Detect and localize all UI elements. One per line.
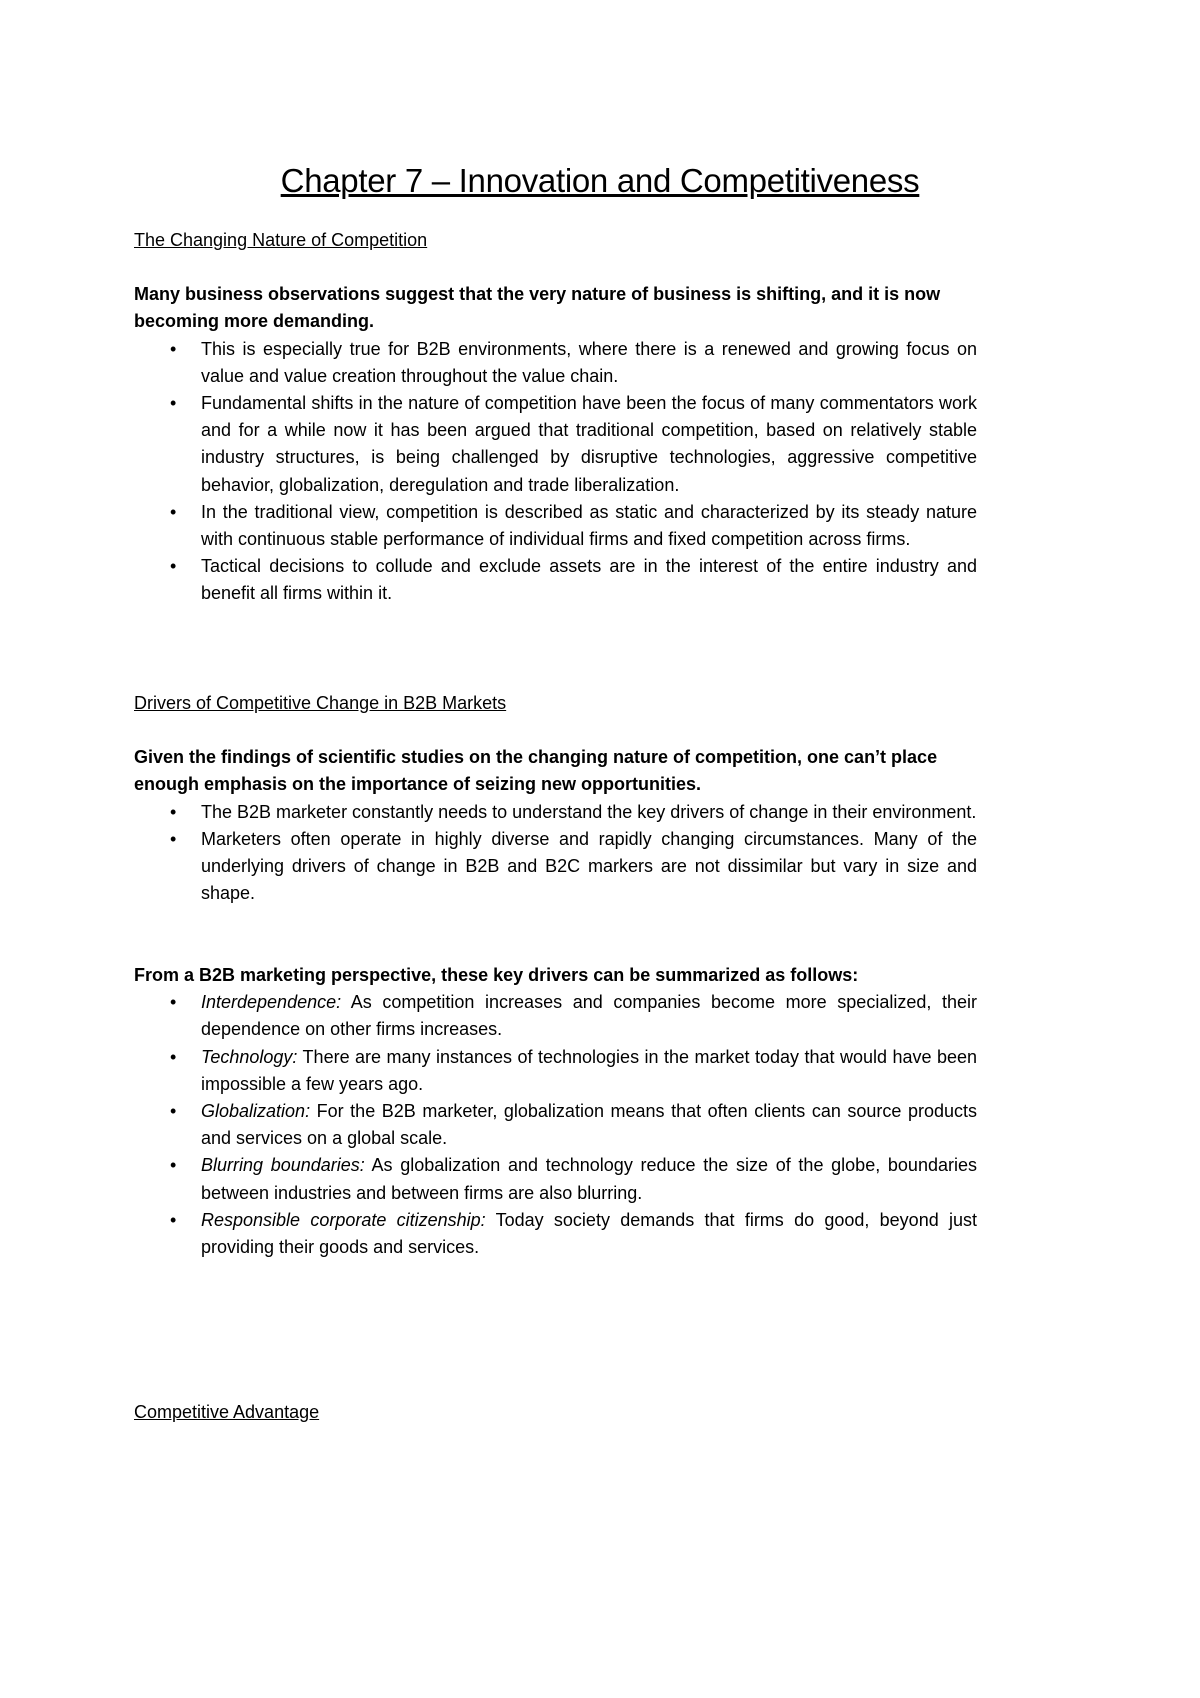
- list-item-text: Fundamental shifts in the nature of competition have been the focus of many commentators work and for a while now it has been argued that traditional competition, based on relatively stable industry structures, is being challenged by disruptive technologies, aggressive competitive behavior, globalization, deregulation and trade liberalization.: [201, 393, 977, 495]
- lead-paragraph: From a B2B marketing perspective, these key drivers can be summarized as follows:: [134, 965, 859, 985]
- list-item: [134, 553, 977, 607]
- driver-text: As globalization and technology reduce the size of the globe, boundaries between industries and between firms are also blurring.: [201, 1155, 977, 1203]
- bullet-icon: •: [170, 501, 177, 522]
- bullet-icon: •: [170, 338, 177, 359]
- list-item: [134, 1207, 977, 1261]
- bullet-icon: •: [170, 801, 177, 822]
- list-item: [134, 826, 977, 908]
- section-drivers: [134, 690, 977, 907]
- driver-term: Technology:: [201, 1046, 298, 1067]
- bullet-icon: •: [170, 1209, 177, 1230]
- section-heading: Drivers of Competitive Change in B2B Markets: [134, 693, 507, 713]
- driver-term: Globalization:: [201, 1101, 311, 1122]
- driver-text: There are many instances of technologies in the market today that would have been impossible a few years ago.: [201, 1046, 977, 1094]
- bullet-icon: •: [170, 992, 177, 1013]
- list-item: [134, 1098, 977, 1152]
- bullet-list: [134, 336, 977, 608]
- page-title: Chapter 7 – Innovation and Competitiveness: [280, 162, 920, 200]
- bullet-icon: •: [170, 556, 177, 577]
- bullet-icon: •: [170, 1046, 177, 1067]
- driver-list: [134, 989, 977, 1261]
- driver-term: Blurring boundaries:: [201, 1155, 365, 1176]
- list-item: [134, 989, 977, 1043]
- lead-paragraph: Given the findings of scientific studies on the changing nature of competition, one can’t place enough emphasis on the importance of seizing new opportunities.: [134, 747, 938, 795]
- list-item-text: This is especially true for B2B environments, where there is a renewed and growing focus on value and value creation throughout the value chain.: [201, 338, 977, 386]
- driver-term: Responsible corporate citizenship:: [201, 1209, 486, 1230]
- list-item: [134, 390, 977, 499]
- section-changing-nature: [134, 227, 977, 608]
- list-item-text: In the traditional view, competition is described as static and characterized by its steady nature with continuous stable performance of individual firms and fixed competition across firms.: [201, 501, 977, 550]
- driver-text: For the B2B marketer, globalization means that often clients can source products and services on a global scale.: [201, 1101, 977, 1149]
- section-heading: The Changing Nature of Competition: [134, 230, 428, 250]
- driver-term: Interdependence:: [201, 992, 342, 1013]
- list-item-text: Marketers often operate in highly diverse and rapidly changing circumstances. Many of the underlying drivers of change in B2B and B2C markers are not dissimilar but vary in size and shape.: [201, 828, 977, 904]
- list-item: [134, 1044, 977, 1098]
- bullet-icon: •: [170, 1155, 177, 1176]
- list-item-text: Tactical decisions to collude and exclude assets are in the interest of the entire industry and benefit all firms within it.: [201, 556, 977, 604]
- list-item: [134, 499, 977, 553]
- section-key-drivers: [134, 962, 977, 1261]
- section-competitive-advantage: [134, 1399, 977, 1426]
- bullet-icon: •: [170, 1101, 177, 1122]
- section-heading: Competitive Advantage: [134, 1402, 320, 1422]
- list-item: [134, 1152, 977, 1206]
- list-item: [134, 799, 977, 826]
- list-item-text: The B2B marketer constantly needs to understand the key drivers of change in their environment.: [201, 801, 977, 822]
- lead-paragraph: Many business observations suggest that the very nature of business is shifting, and it is now becoming more demanding.: [134, 284, 941, 332]
- bullet-list: [134, 799, 977, 908]
- bullet-icon: •: [170, 393, 177, 414]
- driver-text: As competition increases and companies become more specialized, their dependence on other firms increases.: [201, 992, 977, 1040]
- list-item: [134, 336, 977, 390]
- driver-text: Today society demands that firms do good, beyond just providing their goods and services.: [201, 1209, 977, 1258]
- bullet-icon: •: [170, 828, 177, 849]
